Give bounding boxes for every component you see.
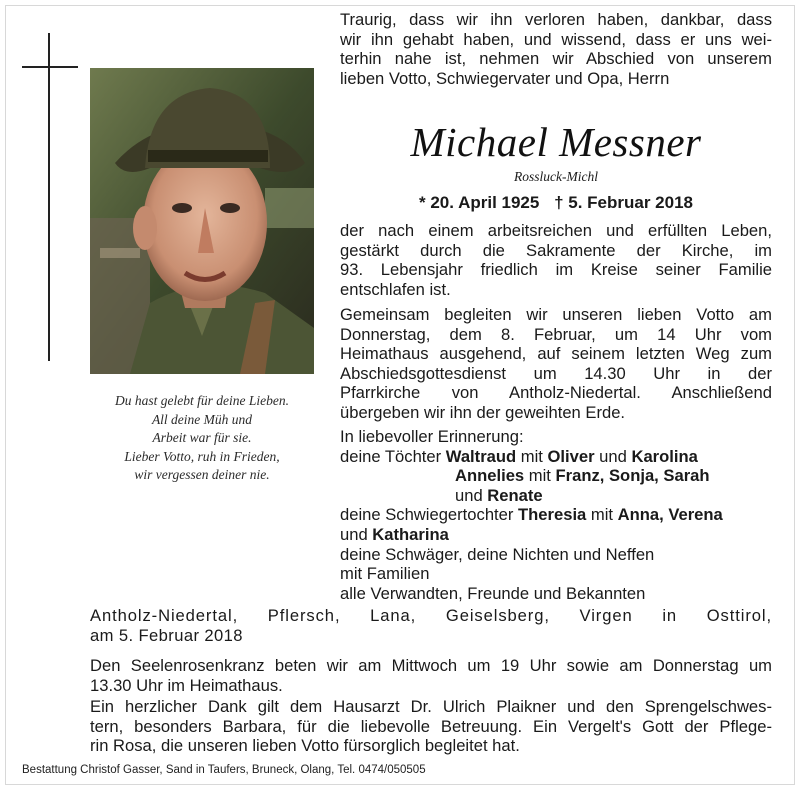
text-line: der nach einem arbeitsreichen und erfüllten Leben, <box>340 221 772 240</box>
text-line: entschlafen ist. <box>340 279 451 299</box>
cross-icon <box>48 33 50 361</box>
text-line: übergeben wir ihn der geweihten Erde. <box>340 402 626 422</box>
intro-line: wir ihn gehabt haben, und wissend, dass er uns wei- <box>340 29 772 49</box>
text-line: Abschiedsgottesdienst um 14.30 Uhr in der <box>340 363 772 383</box>
death-date: † 5. Februar 2018 <box>554 193 693 212</box>
funeral-home-footer: Bestattung Christof Gasser, Sand in Taufers, Bruneck, Olang, Tel. 0474/050505 <box>22 764 426 776</box>
text-line: gestärkt durch die Sakramente der Kirche, im <box>340 240 772 260</box>
rosary-notice <box>90 656 772 695</box>
text-line: Gemeinsam begleiten wir unseren lieben Votto am <box>340 305 772 324</box>
places-line: Antholz-Niedertal, Pflersch, Lana, Geiselsberg, Virgen in Osttirol, <box>90 606 772 625</box>
intro-line: Traurig, dass wir ihn verloren haben, dankbar, dass <box>340 10 772 29</box>
intro-line: terhin nahe ist, nehmen wir Abschied von unserem <box>340 49 772 69</box>
mourners-list <box>340 427 772 603</box>
text-line: Pfarrkirche von Antholz-Niedertal. Anschließend <box>340 383 772 403</box>
verse-line: Du hast gelebt für deine Lieben. <box>115 393 289 408</box>
verse-line: wir vergessen deiner nie. <box>134 467 270 482</box>
verse-line: Lieber Votto, ruh in Frieden, <box>124 448 280 464</box>
text-line: Den Seelenrosenkranz beten wir am Mittwoch um 19 Uhr sowie am Donnerstag um <box>90 656 772 675</box>
place-date <box>90 606 772 645</box>
mourners-daughter-3: und Renate <box>455 485 543 505</box>
intro-text <box>340 10 772 88</box>
cross-icon-bar <box>22 66 78 68</box>
text-line: Heimathaus ausgehend, auf seinem letzten Weg zum <box>340 344 772 364</box>
paragraph-life <box>340 221 772 299</box>
mourners-inlaws: deine Schwäger, deine Nichten und Neffen <box>340 544 655 564</box>
mourners-daughter-2: Annelies mit Franz, Sonja, Sarah <box>455 466 710 486</box>
mourners-daughter-in-law: deine Schwiegertochter Theresia mit Anna, Verena <box>340 505 723 525</box>
mourners-grandchild: und Katharina <box>340 524 449 544</box>
life-dates <box>340 193 772 213</box>
mourners-heading: In liebevoller Erinnerung: <box>340 427 524 446</box>
verse-line: Arbeit war für sie. <box>152 430 252 445</box>
thanks-notice <box>90 697 772 756</box>
paragraph-funeral <box>340 305 772 423</box>
mourners-relatives: alle Verwandten, Freunde und Bekannten <box>340 583 646 603</box>
birth-date: * 20. April 1925 <box>419 193 540 212</box>
mourners-daughters: deine Töchter Waltraud mit Oliver und Karolina <box>340 446 698 466</box>
intro-line: lieben Votto, Schwiegervater und Opa, Herrn <box>340 68 670 88</box>
text-line: rin Rosa, die unseren lieben Votto fürsorglich begleitet hat. <box>90 736 520 756</box>
deceased-name: Michael Messner <box>410 119 702 165</box>
text-line: 13.30 Uhr im Heimathaus. <box>90 675 283 695</box>
verse <box>84 392 320 485</box>
text-line: 93. Lebensjahr friedlich im Kreise seiner Familie <box>340 260 772 280</box>
verse-line: All deine Müh und <box>151 411 253 427</box>
date-line: am 5. Februar 2018 <box>90 625 243 645</box>
text-line: tern, besonders Barbara, für die liebevolle Betreuung. Ein Vergelt's Gott der Pflege- <box>90 716 772 736</box>
text-line: Ein herzlicher Dank gilt dem Hausarzt Dr. Ulrich Plaikner und den Sprengelschwes- <box>90 697 772 716</box>
nickname: Rossluck-Michl <box>514 169 598 184</box>
portrait-photo <box>90 68 314 374</box>
mourners-families: mit Familien <box>340 564 430 584</box>
text-line: Donnerstag, dem 8. Februar, um 14 Uhr vom <box>340 324 772 344</box>
